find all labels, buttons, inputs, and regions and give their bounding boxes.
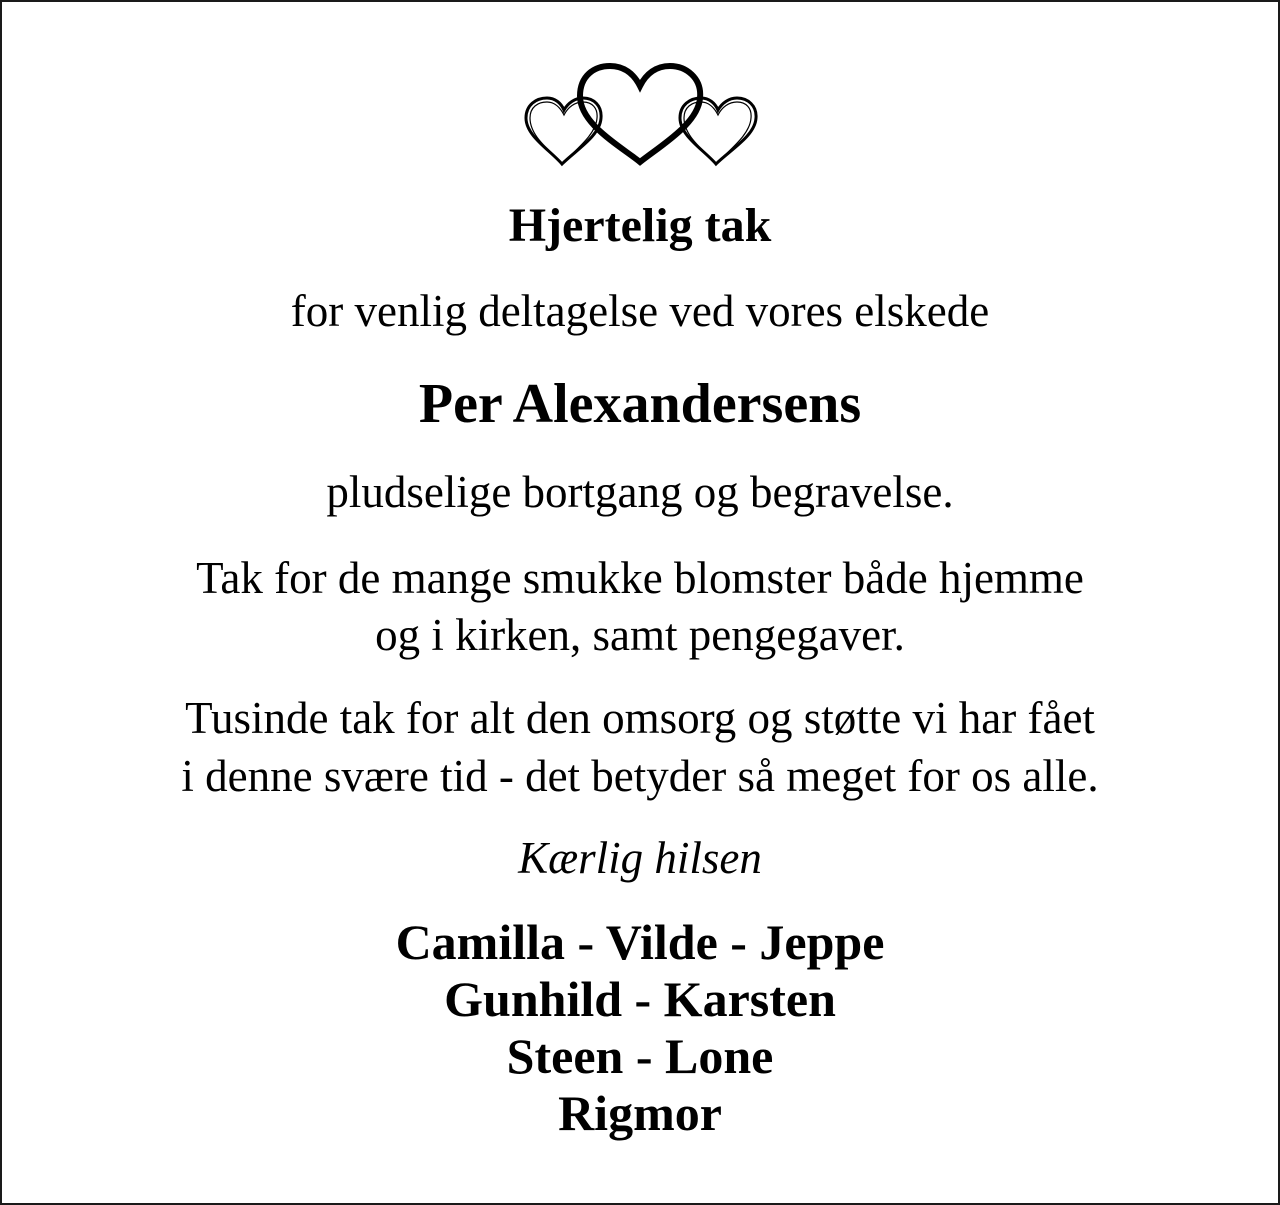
signer-line: Camilla - Vilde - Jeppe bbox=[395, 914, 885, 970]
closing-greeting: Kærlig hilsen bbox=[518, 833, 762, 883]
thanks-support-line: i denne svære tid - det betyder så meget for os alle. bbox=[181, 751, 1099, 801]
signer-line: Steen - Lone bbox=[506, 1028, 774, 1084]
thanks-flowers-line: og i kirken, samt pengegaver. bbox=[375, 610, 905, 660]
heading: Hjertelig tak bbox=[508, 199, 772, 252]
signer-line: Rigmor bbox=[558, 1085, 722, 1141]
occasion-text: pludselige bortgang og begravelse. bbox=[326, 467, 954, 517]
three-hearts-icon bbox=[520, 60, 764, 172]
deceased-name: Per Alexandersens bbox=[418, 373, 862, 435]
thanks-flowers-line: Tak for de mange smukke blomster både hjemme bbox=[196, 553, 1084, 603]
signer-line: Gunhild - Karsten bbox=[444, 971, 836, 1027]
intro-text: for venlig deltagelse ved vores elskede bbox=[290, 286, 990, 336]
thanks-support-line: Tusinde tak for alt den omsorg og støtte vi har fået bbox=[185, 693, 1095, 743]
